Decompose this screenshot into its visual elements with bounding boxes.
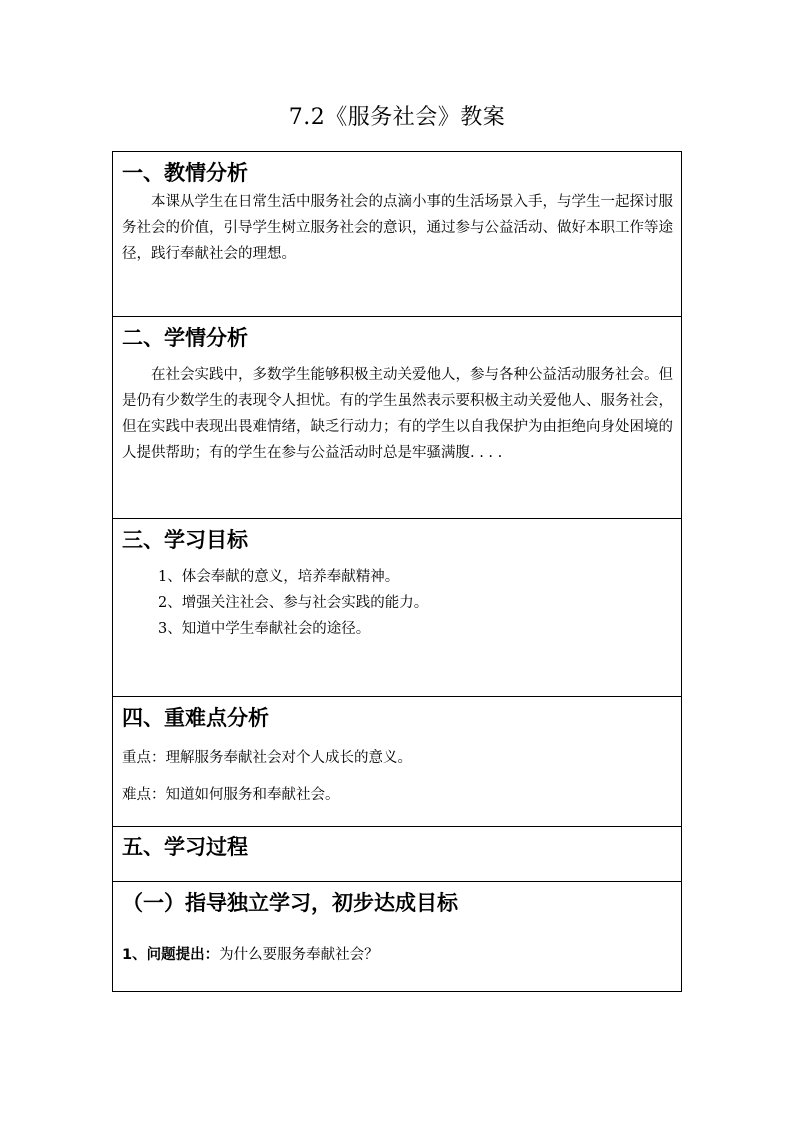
section-student-analysis: [113, 317, 682, 519]
goal-list: [122, 564, 673, 642]
question-line: [122, 942, 673, 968]
section-teaching-analysis: [113, 152, 682, 317]
section-body: 在社会实践中，多数学生能够积极主动关爱他人，参与各种公益活动服务社会。但是仍有少数学生的表现令人担忧。有的学生虽然表示要积极主动关爱他人、服务社会，但在实践中表现出畏难情绪，缺乏行动力；有的学生以自我保护为由拒绝向身处困境的人提供帮助；有的学生在参与公益活动时总是牢骚满腹. . . .: [122, 367, 673, 461]
section-guided-study: [113, 882, 682, 992]
section-heading: 一、教情分析: [122, 161, 248, 185]
section-learning-goals: [113, 519, 682, 697]
question-text: 为什么要服务奉献社会？: [219, 947, 379, 963]
list-item: 3、知道中学生奉献社会的途径。: [158, 621, 371, 637]
section-heading: 三、学习目标: [122, 528, 248, 552]
section-heading: 二、学情分析: [122, 326, 248, 350]
document-title: 7.2《服务社会》教案: [288, 105, 506, 130]
lesson-plan-table: [112, 151, 682, 992]
section-key-points: [113, 697, 682, 827]
difficult-point: 难点：知道如何服务和奉献社会。: [122, 787, 340, 803]
section-learning-process: [113, 827, 682, 882]
section-heading: 五、学习过程: [122, 835, 248, 859]
subsection-heading: （一）指导独立学习，初步达成目标: [122, 891, 458, 915]
key-point: 重点：理解服务奉献社会对个人成长的意义。: [122, 750, 412, 766]
question-label: 1、问题提出：: [122, 947, 220, 963]
list-item: 1、体会奉献的意义，培养奉献精神。: [158, 569, 400, 585]
section-heading: 四、重难点分析: [122, 706, 269, 730]
list-item: 2、增强关注社会、参与社会实践的能力。: [158, 595, 429, 611]
section-body: 本课从学生在日常生活中服务社会的点滴小事的生活场景入手，与学生一起探讨服务社会的价值，引导学生树立服务社会的意识，通过参与公益活动、做好本职工作等途径，践行奉献社会的理想。: [122, 194, 673, 262]
